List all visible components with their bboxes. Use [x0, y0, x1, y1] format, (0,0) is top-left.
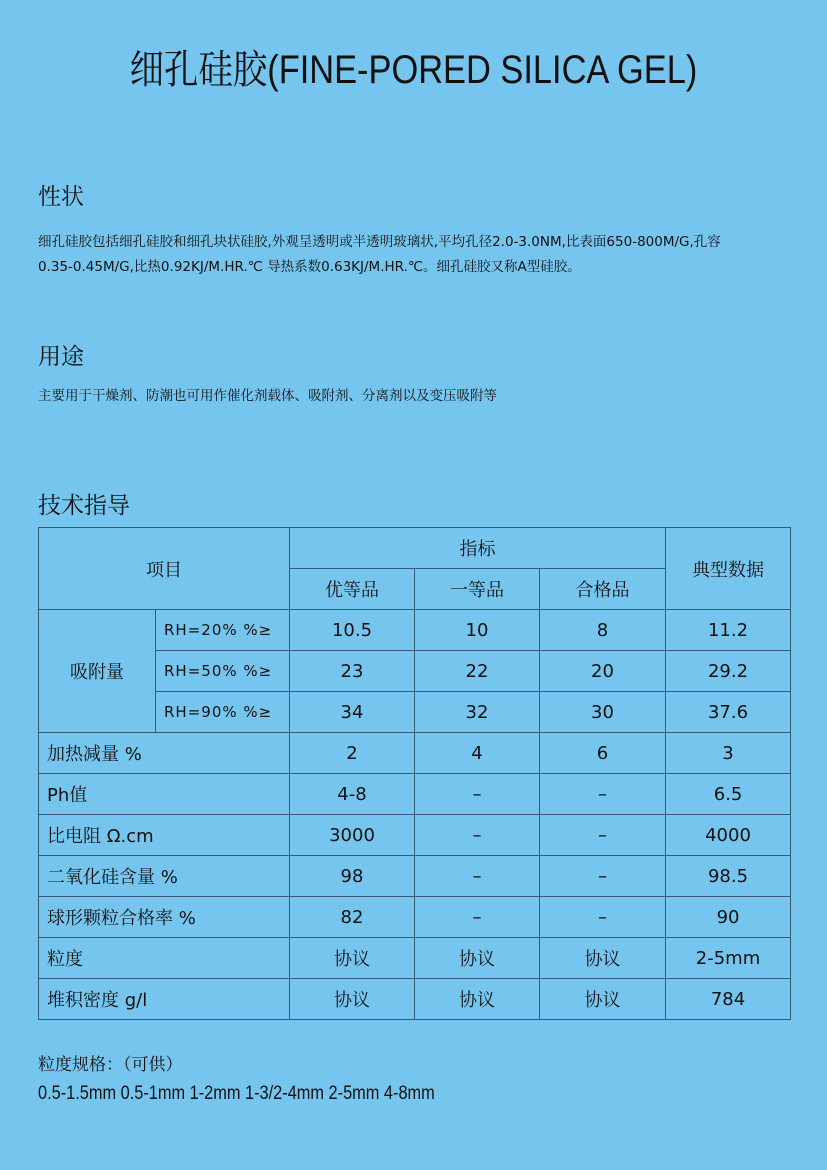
cell-item: 堆积密度 g/l	[39, 979, 290, 1020]
cell-condition: RH=50% %≥	[156, 651, 290, 692]
table-row	[39, 610, 791, 651]
size-spec-list: 0.5-1.5mm 0.5-1mm 1-2mm 1-3/2-4mm 2-5mm 4-8mm	[38, 1083, 435, 1104]
cell-typical: 4000	[666, 815, 791, 856]
cell-item: 球形颗粒合格率 %	[39, 897, 290, 938]
adsorption-label: 吸附量	[39, 610, 156, 733]
cell-first: 22	[415, 651, 540, 692]
cell-qualified: –	[540, 897, 666, 938]
header-grade-excellent: 优等品	[290, 569, 415, 610]
properties-heading: 性状	[38, 184, 84, 210]
table-header-row	[39, 528, 791, 569]
cell-first: 10	[415, 610, 540, 651]
cell-excellent: 23	[290, 651, 415, 692]
header-item: 项目	[39, 528, 290, 610]
cell-first: 4	[415, 733, 540, 774]
cell-first: 协议	[415, 938, 540, 979]
cell-typical: 11.2	[666, 610, 791, 651]
cell-excellent: 4-8	[290, 774, 415, 815]
usage-heading: 用途	[38, 344, 84, 370]
cell-excellent: 2	[290, 733, 415, 774]
cell-excellent: 协议	[290, 938, 415, 979]
cell-excellent: 34	[290, 692, 415, 733]
page-title: 细孔硅胶(FINE-PORED SILICA GEL)	[129, 48, 698, 92]
cell-excellent: 98	[290, 856, 415, 897]
cell-first: –	[415, 856, 540, 897]
cell-qualified: 20	[540, 651, 666, 692]
spec-table	[38, 527, 791, 1020]
cell-qualified: 协议	[540, 979, 666, 1020]
cell-condition: RH=20% %≥	[156, 610, 290, 651]
table-row	[39, 774, 791, 815]
cell-typical: 37.6	[666, 692, 791, 733]
cell-first: –	[415, 774, 540, 815]
cell-first: 协议	[415, 979, 540, 1020]
cell-qualified: 30	[540, 692, 666, 733]
cell-first: 32	[415, 692, 540, 733]
cell-qualified: 协议	[540, 938, 666, 979]
cell-condition: RH=90% %≥	[156, 692, 290, 733]
cell-item: 二氧化硅含量 %	[39, 856, 290, 897]
table-row	[39, 938, 791, 979]
properties-text-line-1: 细孔硅胶包括细孔硅胶和细孔块状硅胶,外观呈透明或半透明玻璃状,平均孔径2.0-3.0NM,比表面650-800M/G,孔容	[38, 234, 721, 250]
header-typical: 典型数据	[666, 528, 791, 610]
cell-qualified: –	[540, 815, 666, 856]
header-indicator: 指标	[290, 528, 666, 569]
cell-excellent: 协议	[290, 979, 415, 1020]
table-row	[39, 815, 791, 856]
cell-first: –	[415, 897, 540, 938]
cell-qualified: –	[540, 774, 666, 815]
table-row	[39, 856, 791, 897]
cell-item: 粒度	[39, 938, 290, 979]
cell-typical: 2-5mm	[666, 938, 791, 979]
cell-excellent: 3000	[290, 815, 415, 856]
properties-text-line-2: 0.35-0.45M/G,比热0.92KJ/M.HR.℃ 导热系数0.63KJ/M.HR.℃。细孔硅胶又称A型硅胶。	[38, 259, 581, 275]
table-row	[39, 979, 791, 1020]
cell-qualified: 6	[540, 733, 666, 774]
usage-text: 主要用于干燥剂、防潮也可用作催化剂载体、吸附剂、分离剂以及变压吸附等	[38, 388, 497, 404]
cell-typical: 784	[666, 979, 791, 1020]
cell-excellent: 82	[290, 897, 415, 938]
cell-typical: 98.5	[666, 856, 791, 897]
properties-text	[38, 230, 798, 280]
cell-typical: 90	[666, 897, 791, 938]
table-row	[39, 733, 791, 774]
cell-typical: 29.2	[666, 651, 791, 692]
header-grade-first: 一等品	[415, 569, 540, 610]
cell-qualified: –	[540, 856, 666, 897]
size-spec-note: 粒度规格：（可供）	[38, 1055, 183, 1075]
cell-first: –	[415, 815, 540, 856]
cell-item: Ph值	[39, 774, 290, 815]
cell-excellent: 10.5	[290, 610, 415, 651]
cell-typical: 6.5	[666, 774, 791, 815]
header-grade-qualified: 合格品	[540, 569, 666, 610]
tech-heading: 技术指导	[38, 493, 130, 519]
cell-item: 加热减量 %	[39, 733, 290, 774]
cell-item: 比电阻 Ω.cm	[39, 815, 290, 856]
cell-typical: 3	[666, 733, 791, 774]
cell-qualified: 8	[540, 610, 666, 651]
table-row	[39, 897, 791, 938]
